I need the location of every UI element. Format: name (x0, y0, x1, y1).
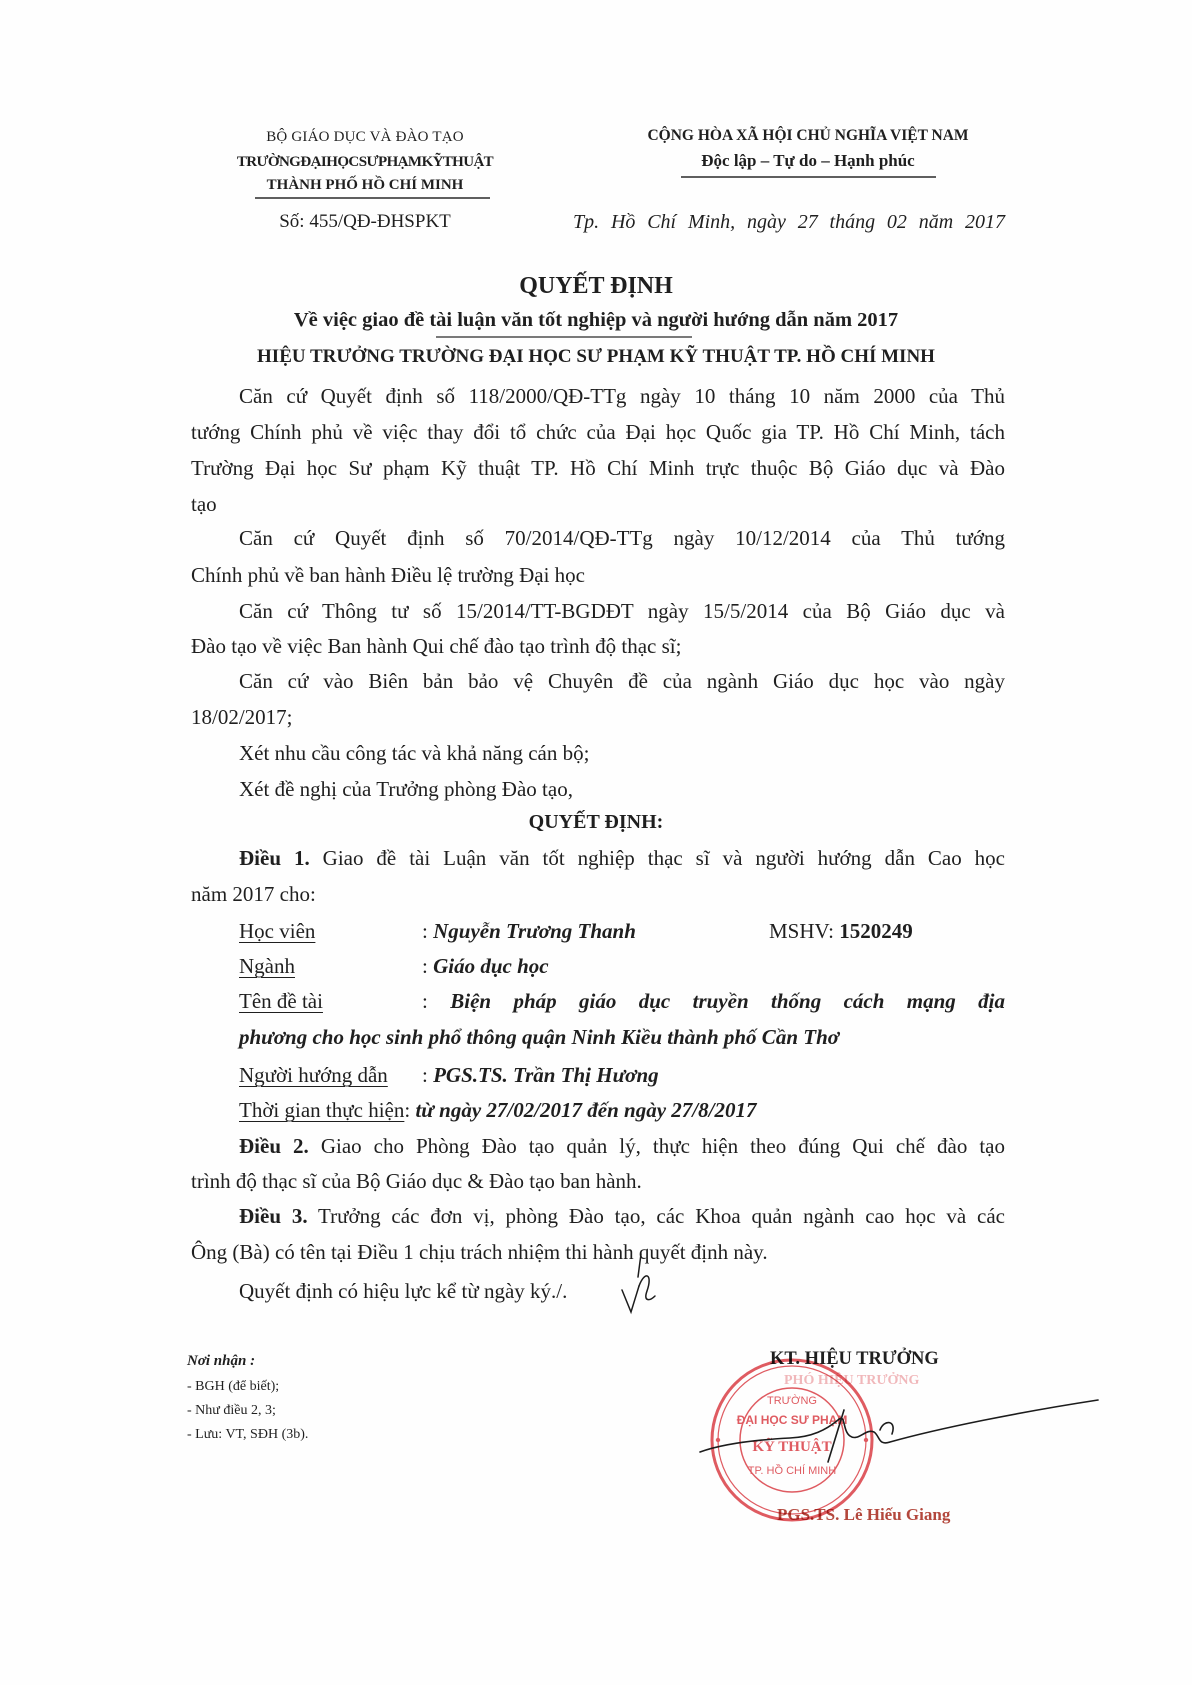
preamble-line: Chính phủ về ban hành Điều lệ trường Đại học (191, 563, 585, 587)
major-label: Ngành (239, 954, 295, 978)
student-value: : Nguyễn Trương Thanh (422, 919, 636, 943)
preamble-line: Căn cứ Quyết định số 70/2014/QĐ-TTg ngày 10/12/2014 của Thủ tướng (239, 526, 1005, 550)
effective-clause: Quyết định có hiệu lực kể từ ngày ký./. (239, 1279, 568, 1303)
school-name-line2: THÀNH PHỐ HỒ CHÍ MINH (266, 177, 464, 193)
topic-value: : Biện pháp giáo dục truyền thống cách mạng địa (422, 989, 1005, 1013)
national-motto: Độc lập – Tự do – Hạnh phúc (701, 151, 915, 170)
article-1-text: năm 2017 cho: (191, 882, 316, 906)
article-2-label: Điều 2. (239, 1134, 309, 1158)
student-id-value: 1520249 (839, 919, 913, 943)
article-1 (239, 843, 1005, 873)
supervisor-value: : PGS.TS. Trần Thị Hương (422, 1063, 659, 1087)
document-number: Số: 455/QĐ-ĐHSPKT (279, 211, 451, 232)
period-label: Thời gian thực hiện (239, 1098, 405, 1122)
preamble-line: Xét nhu cầu công tác và khả năng cán bộ; (239, 741, 590, 765)
preamble-line: Căn cứ Thông tư số 15/2014/TT-BGDĐT ngày 15/5/2014 của Bộ Giáo dục và (239, 599, 1005, 623)
signer-name: PGS.TS. Lê Hiếu Giang (777, 1505, 951, 1524)
topic-value-continued: phương cho học sinh phổ thông quận Ninh Kiều thành phố Cần Thơ (239, 1025, 840, 1049)
document-subject: Về việc giao đề tài luận văn tốt nghiệp và người hướng dẫn năm 2017 (293, 309, 899, 331)
preamble-line: tướng Chính phủ về việc thay đổi tổ chức của Đại học Quốc gia TP. Hồ Chí Minh, tách (191, 420, 1005, 444)
preamble-line: Căn cứ Quyết định số 118/2000/QĐ-TTg ngày 10 tháng 10 năm 2000 của Thủ (239, 384, 1005, 408)
recipients-heading: Nơi nhận : (187, 1353, 256, 1369)
school-name-line1: TRƯỜNG ĐẠI HỌC SƯ PHẠM KỸ THUẬT (236, 154, 494, 170)
preamble-line: Xét đề nghị của Trưởng phòng Đào tạo, (239, 777, 573, 801)
article-2: Điều 2. Giao cho Phòng Đào tạo quản lý, thực hiện theo đúng Qui chế đào tạo (239, 1134, 1006, 1158)
article-3: Điều 3. Trưởng các đơn vị, phòng Đào tạo, các Khoa quản ngành cao học và các (239, 1204, 1006, 1228)
student-name: Nguyễn Trương Thanh (433, 919, 636, 943)
recipient-item: - BGH (để biết); (187, 1379, 280, 1394)
preamble-line: tạo (191, 492, 217, 516)
seal-text: TRƯỜNG (767, 1395, 817, 1407)
preamble-line: Căn cứ vào Biên bản bảo vệ Chuyên đề của ngành Giáo dục học vào ngày (239, 669, 1005, 693)
place-date: Tp. Hồ Chí Minh, ngày 27 tháng 02 năm 2017 (573, 211, 1005, 233)
seal-text: ĐẠI HỌC SƯ PHẠM (736, 1413, 848, 1427)
article-1-label: Điều 1. (239, 846, 310, 870)
ministry-name: BỘ GIÁO DỤC VÀ ĐÀO TẠO (266, 129, 464, 145)
signature-scribble (700, 1400, 1098, 1462)
recipient-item: - Như điều 2, 3; (187, 1403, 276, 1418)
document-heading: QUYẾT ĐỊNH (519, 273, 673, 299)
article-2-text: trình độ thạc sĩ của Bộ Giáo dục & Đào tạo ban hành. (191, 1169, 642, 1193)
article-1-text: Giao đề tài Luận văn tốt nghiệp thạc sĩ và người hướng dẫn Cao học (322, 846, 1005, 870)
preamble-line: 18/02/2017; (191, 705, 293, 729)
country-name: CỘNG HÒA XÃ HỘI CHỦ NGHĨA VIỆT NAM (647, 127, 969, 144)
student-id: MSHV: 1520249 (769, 919, 913, 943)
signer-subtitle: PHÓ HIỆU TRƯỞNG (784, 1373, 920, 1388)
period-row: Thời gian thực hiện: từ ngày 27/02/2017 đến ngày 27/8/2017 (239, 1098, 757, 1122)
preamble-line: Đào tạo về việc Ban hành Qui chế đào tạo trình độ thạc sĩ; (191, 634, 682, 658)
recipient-item: - Lưu: VT, SĐH (3b). (187, 1427, 309, 1442)
article-3-label: Điều 3. (239, 1204, 308, 1228)
seal-text: TP. HỒ CHÍ MINH (747, 1465, 837, 1477)
preamble-line: Trường Đại học Sư phạm Kỹ thuật TP. Hồ Chí Minh trực thuộc Bộ Giáo dục và Đào (191, 456, 1005, 480)
seal-text: KỸ THUẬT (752, 1439, 832, 1455)
major-value: : Giáo dục học (422, 954, 549, 978)
decision-heading: QUYẾT ĐỊNH: (528, 811, 664, 833)
article-3-text: Ông (Bà) có tên tại Điều 1 chịu trách nhiệm thi hành quyết định này. (191, 1240, 768, 1264)
period-value: từ ngày 27/02/2017 đến ngày 27/8/2017 (415, 1098, 757, 1122)
signer-title: KT. HIỆU TRƯỞNG (770, 1349, 939, 1369)
supervisor-label: Người hướng dẫn (239, 1063, 388, 1087)
student-label: Học viên (239, 919, 316, 943)
issuing-authority: HIỆU TRƯỞNG TRƯỜNG ĐẠI HỌC SƯ PHẠM KỸ THUẬT TP. HỒ CHÍ MINH (257, 346, 935, 367)
topic-label: Tên đề tài (239, 989, 323, 1013)
